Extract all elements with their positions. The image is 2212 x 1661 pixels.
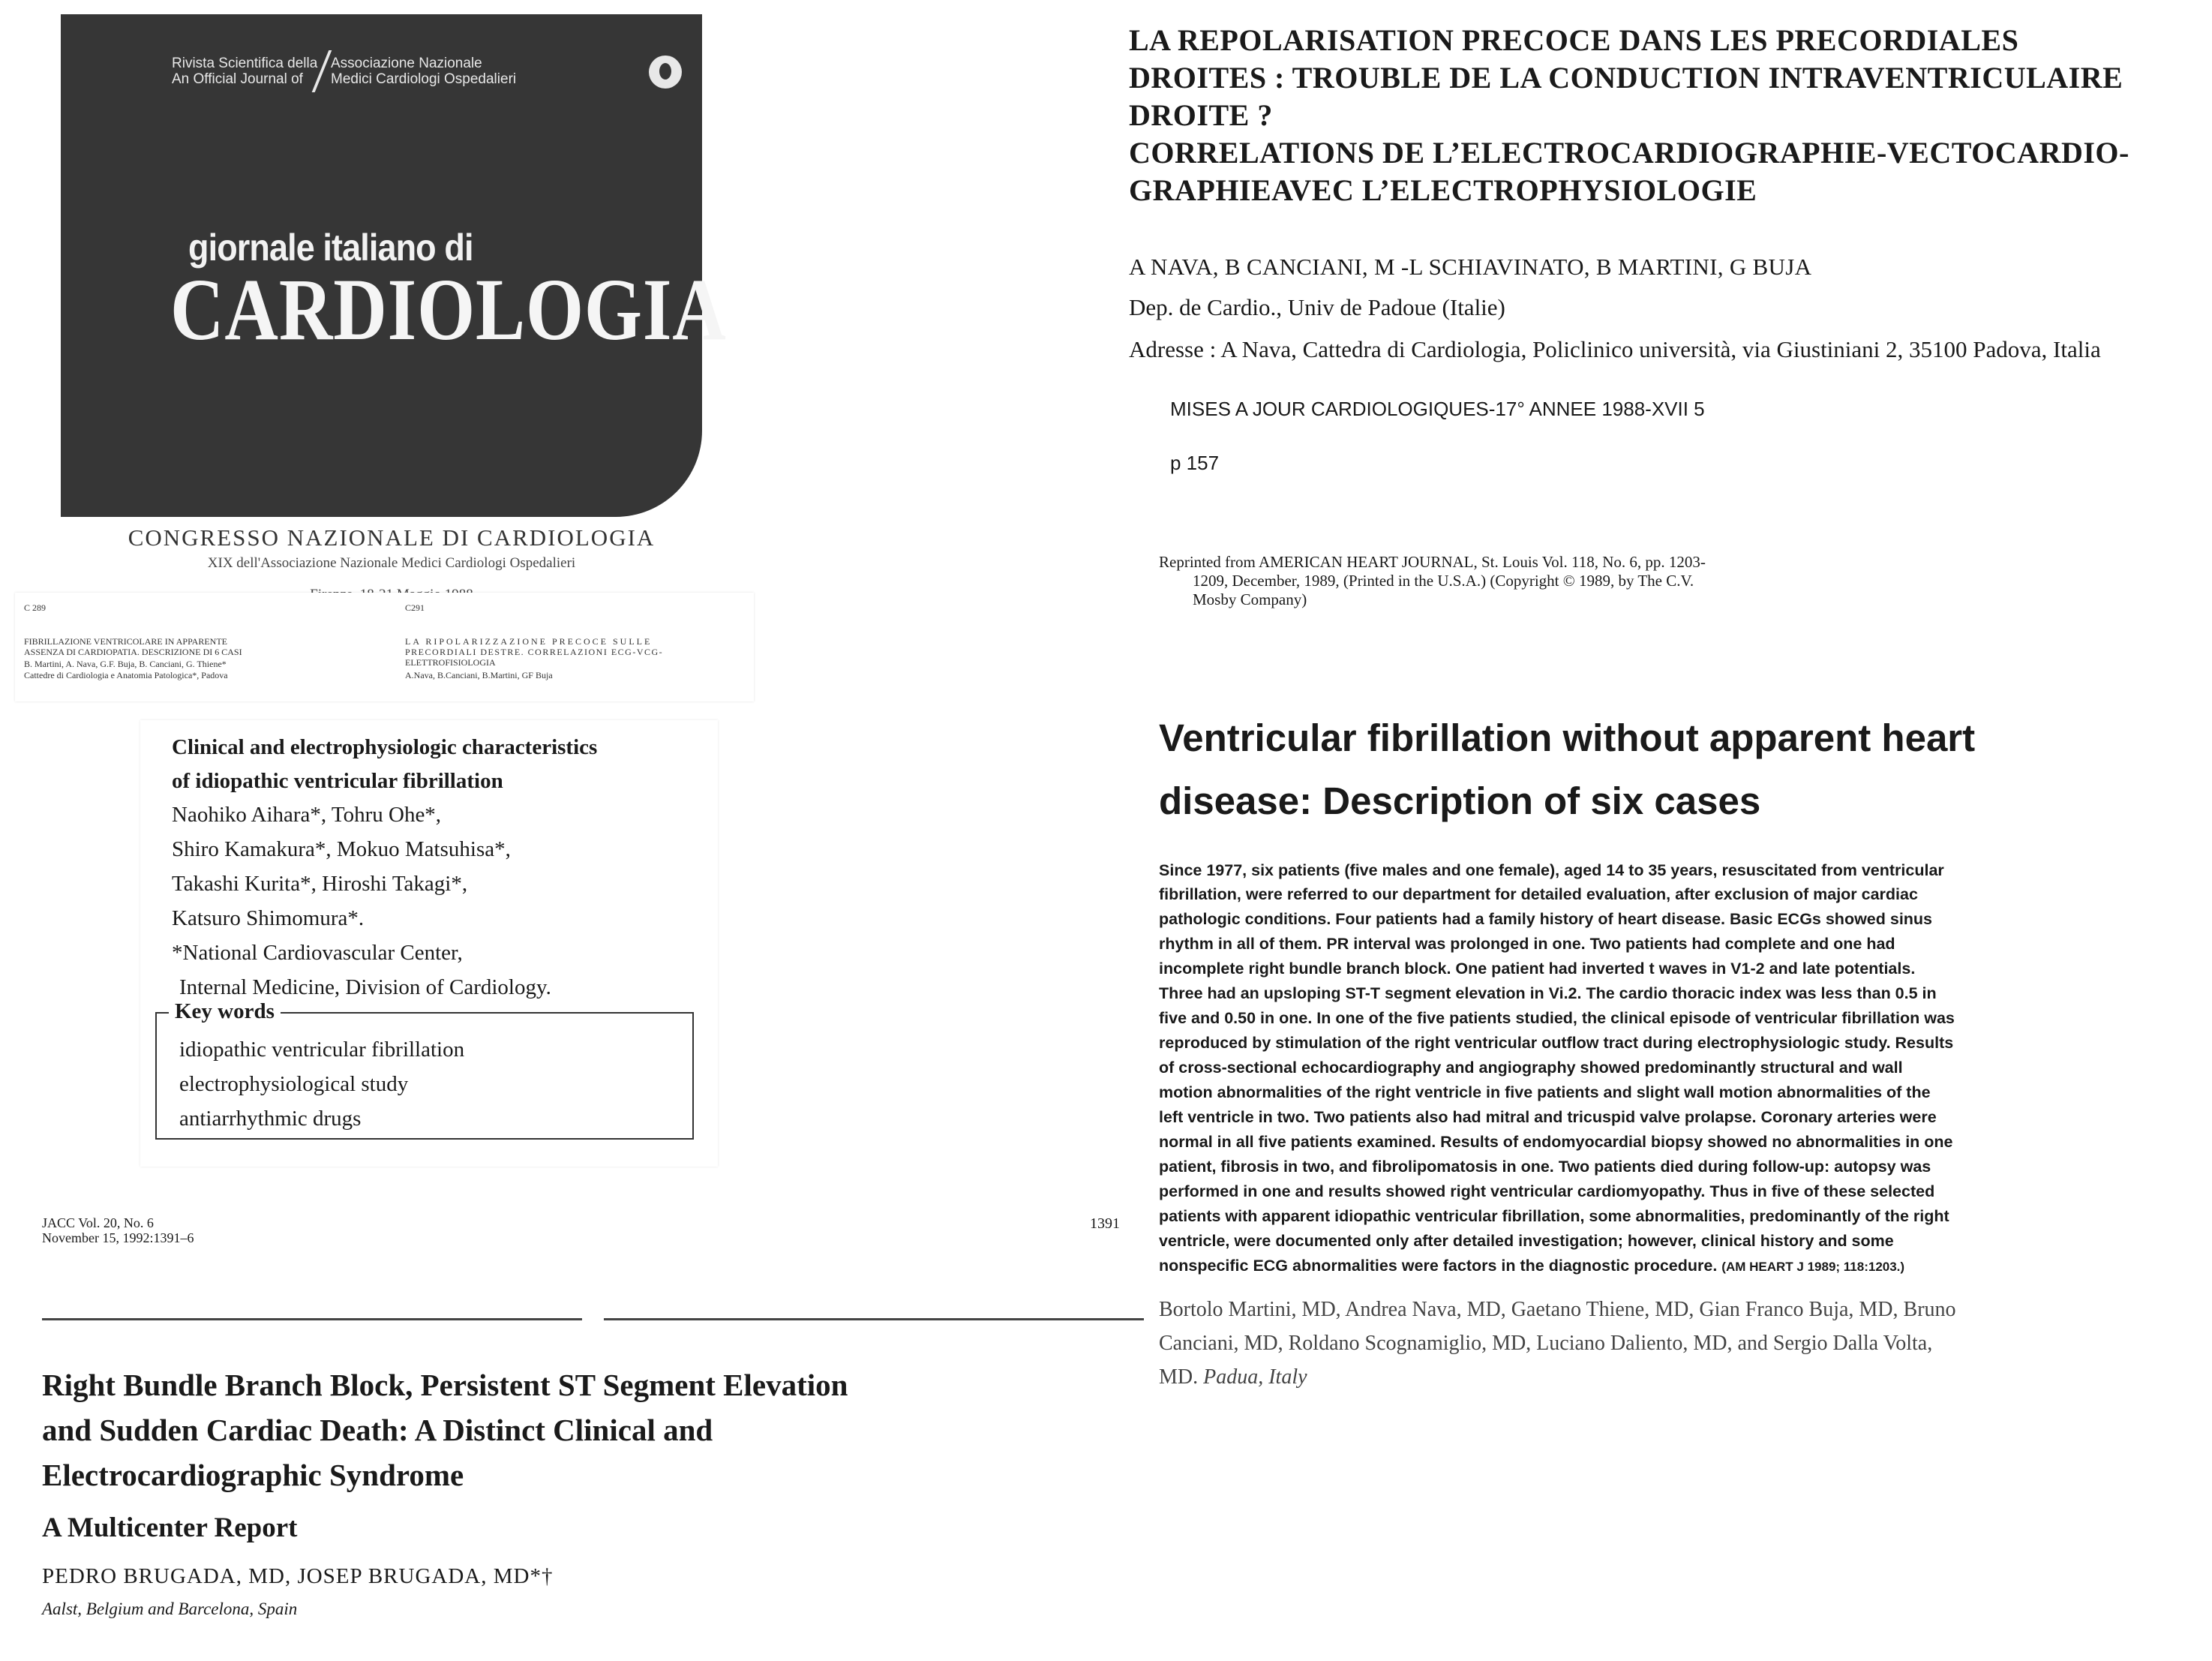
congress-title: CONGRESSO NAZIONALE DI CARDIOLOGIA <box>128 524 656 551</box>
nava-title-5: GRAPHIEAVEC L’ELECTROPHYSIOLOGIE <box>1129 173 1757 207</box>
abstract-line: left ventricle in two. Two patients also had mitral and tricuspid valve prolapse. Coronary arteries were <box>1159 1108 1937 1126</box>
aihara-authors-4: Katsuro Shimomura*. <box>172 906 365 930</box>
martini-citation: (AM HEART J 1989; 118:1203.) <box>1721 1260 1905 1274</box>
martini-authors-2: Canciani, MD, Roldano Scognamiglio, MD, Luciano Daliento, MD, and Sergio Dalla Volta, <box>1159 1332 1933 1355</box>
header-rule-right <box>604 1318 1144 1320</box>
brugada-article <box>15 1170 1159 1643</box>
abstract-line: patients with apparent idiopathic ventricular fibrillation, some abnormalities, predominantly of the right <box>1159 1207 1949 1225</box>
abstract-line: fibrillation, were referred to our department for detailed evaluation, after exclusion of major cardiac <box>1159 885 1918 903</box>
cover-small-left-2: An Official Journal of <box>172 71 303 87</box>
abstract-left-title-1: FIBRILLAZIONE VENTRICOLARE IN APPARENTE <box>24 636 228 647</box>
abstract-line: reproduced by stimulation of the right ventricular outflow tract during electrophysiologic study. Results <box>1159 1034 1954 1052</box>
article-place: Aalst, Belgium and Barcelona, Spain <box>42 1599 298 1618</box>
reprint-line-1: Reprinted from AMERICAN HEART JOURNAL, St. Louis Vol. 118, No. 6, pp. 1203- <box>1159 553 1706 571</box>
abstract-line-last <box>1159 1257 1904 1275</box>
abstract-line: Three had an upsloping ST-T segment elevation in Vi.2. The cardio thoracic index was less than 0.5 in <box>1159 984 1937 1002</box>
keywords-label: Key words <box>169 999 281 1024</box>
abstract-right-authors: A.Nava, B.Canciani, B.Martini, GF Buja <box>405 670 553 680</box>
journal-cover <box>61 14 727 599</box>
journal-date: November 15, 1992:1391–6 <box>42 1230 194 1245</box>
abstract-line: ventricle, were documented only after detailed investigation; however, clinical history and some <box>1159 1232 1894 1250</box>
aihara-authors-3: Takashi Kurita*, Hiroshi Takagi*, <box>172 872 468 896</box>
congress-abstracts <box>15 593 754 701</box>
abstract-line: rhythm in all of them. PR interval was prolonged in one. Two patients had complete and one had <box>1159 935 1895 953</box>
nava-authors: A NAVA, B CANCIANI, M -L SCHIAVINATO, B MARTINI, G BUJA <box>1129 254 1812 280</box>
article-authors: PEDRO BRUGADA, MD, JOSEP BRUGADA, MD*† <box>42 1564 554 1588</box>
martini-title-1: Ventricular fibrillation without apparent heart <box>1159 716 1976 759</box>
nava-journal: MISES A JOUR CARDIOLOGIQUES-17° ANNEE 1988-XVII 5 <box>1170 398 1705 420</box>
abstract-right-title-3: ELETTROFISIOLOGIA <box>405 657 496 668</box>
header-rule-left <box>42 1318 582 1320</box>
page-number: 1391 <box>1090 1215 1120 1232</box>
congress-subtitle: XIX dell'Associazione Nazionale Medici Cardiologi Ospedalieri <box>207 555 576 571</box>
abstract-line: Since 1977, six patients (five males and one female), aged 14 to 35 years, resuscitated from ventricular <box>1159 861 1944 879</box>
journal-title: CARDIOLOGIA <box>170 260 727 359</box>
nava-department: Dep. de Cardio., Univ de Padoue (Italie) <box>1129 294 1505 320</box>
abstract-line: patient, fibrosis in two, and fibrolipomatosis in one. Two patients died during follow-up: autopsy was <box>1159 1158 1931 1176</box>
martini-place: Padua, Italy <box>1203 1365 1307 1389</box>
martini-authors-3: MD. <box>1159 1365 1204 1389</box>
martini-authors-1: Bortolo Martini, MD, Andrea Nava, MD, Gaetano Thiene, MD, Gian Franco Buja, MD, Bruno <box>1159 1298 1956 1321</box>
abstract-line: five and 0.50 in one. In one of the five patients studied, the clinical episode of ventricular fibrillation was <box>1159 1009 1955 1027</box>
aihara-article <box>140 720 718 1167</box>
keyword-item: antiarrhythmic drugs <box>179 1107 362 1131</box>
abstract-code-left: C 289 <box>24 602 47 613</box>
abstract-left-authors: B. Martini, A. Nava, G.F. Buja, B. Canciani, G. Thiene* <box>24 659 227 669</box>
martini-authors-3-line <box>1159 1365 1307 1389</box>
abstract-line: incomplete right bundle branch block. One patient had inverted t waves in V1-2 and late potentials. <box>1159 960 1916 978</box>
abstract-code-right: C291 <box>405 602 425 613</box>
abstract-left-affiliation: Cattedre di Cardiologia e Anatomia Patologica*, Padova <box>24 670 228 680</box>
association-logo-icon <box>649 56 682 89</box>
nava-address: Adresse : A Nava, Cattedra di Cardiologia, Policlinico università, via Giustiniani 2, 35100 Padova, Italia <box>1129 336 2101 362</box>
article-title-line-2: and Sudden Cardiac Death: A Distinct Clinical and <box>42 1413 713 1447</box>
nava-title-2: DROITES : TROUBLE DE LA CONDUCTION INTRAVENTRICULAIRE <box>1129 61 2123 95</box>
nava-title-4: CORRELATIONS DE L’ELECTROCARDIOGRAPHIE-VECTOCARDIO- <box>1129 136 2129 170</box>
aihara-title-1: Clinical and electrophysiologic characteristics <box>172 735 598 759</box>
abstract-line: normal in all five patients examined. Results of endomyocardial biopsy showed no abnormalities in one <box>1159 1133 1953 1151</box>
martini-article <box>1148 698 2212 1643</box>
nava-page: p 157 <box>1170 452 1220 474</box>
cover-small-left-1: Rivista Scientifica della <box>172 56 318 71</box>
article-title-line-3: Electrocardiographic Syndrome <box>42 1458 464 1492</box>
keywords-box <box>155 999 694 1140</box>
keyword-item: idiopathic ventricular fibrillation <box>179 1038 465 1062</box>
article-subtitle: A Multicenter Report <box>42 1512 298 1543</box>
aihara-authors-1: Naohiko Aihara*, Tohru Ohe*, <box>172 803 442 827</box>
abstract-right-title-2: PRECORDIALI DESTRE. CORRELAZIONI ECG-VCG- <box>405 647 664 657</box>
abstract-right-title-1: LA RIPOLARIZZAZIONE PRECOCE SULLE <box>405 636 653 647</box>
keyword-item: electrophysiological study <box>179 1072 409 1096</box>
martini-title-2: disease: Description of six cases <box>1159 779 1761 822</box>
abstract-line: performed in one and results showed right ventricular cardiomyopathy. Thus in five of these selected <box>1159 1182 1935 1200</box>
nava-title-1: LA REPOLARISATION PRECOCE DANS LES PRECORDIALES <box>1129 23 2019 57</box>
abstract-line: motion abnormalities of the right ventricle in five patients and slight wall motion abnormalities of the <box>1159 1083 1931 1101</box>
nava-title-3: DROITE ? <box>1129 98 1273 132</box>
abstract-line: nonspecific ECG abnormalities were factors in the diagnostic procedure. <box>1159 1257 1718 1275</box>
cover-small-right-1: Associazione Nazionale <box>331 56 482 71</box>
abstract-left-title-2: ASSENZA DI CARDIOPATIA. DESCRIZIONE DI 6 CASI <box>24 647 242 657</box>
aihara-affiliation-2: Internal Medicine, Division of Cardiology. <box>179 975 551 999</box>
aihara-authors-2: Shiro Kamakura*, Mokuo Matsuhisa*, <box>172 837 511 861</box>
reprint-line-2: 1209, December, 1989, (Printed in the U.S.A.) (Copyright © 1989, by The C.V. <box>1193 572 1694 590</box>
aihara-title-2: of idiopathic ventricular fibrillation <box>172 769 503 793</box>
cover-small-right-2: Medici Cardiologi Ospedalieri <box>331 71 517 87</box>
journal-subtitle: giornale italiano di <box>188 227 473 269</box>
nava-article <box>1121 15 2212 630</box>
reprint-line-3: Mosby Company) <box>1193 590 1307 608</box>
cover-dark-block <box>61 14 727 517</box>
journal-volume: JACC Vol. 20, No. 6 <box>42 1215 154 1230</box>
article-title-line-1: Right Bundle Branch Block, Persistent ST Segment Elevation <box>42 1368 848 1402</box>
abstract-line: pathologic conditions. Four patients had a family history of heart disease. Basic ECGs showed sinus <box>1159 910 1933 928</box>
aihara-affiliation-1: *National Cardiovascular Center, <box>172 941 463 965</box>
abstract-line: of cross-sectional echocardiography and angiography showed predominantly structural and wall <box>1159 1059 1903 1077</box>
